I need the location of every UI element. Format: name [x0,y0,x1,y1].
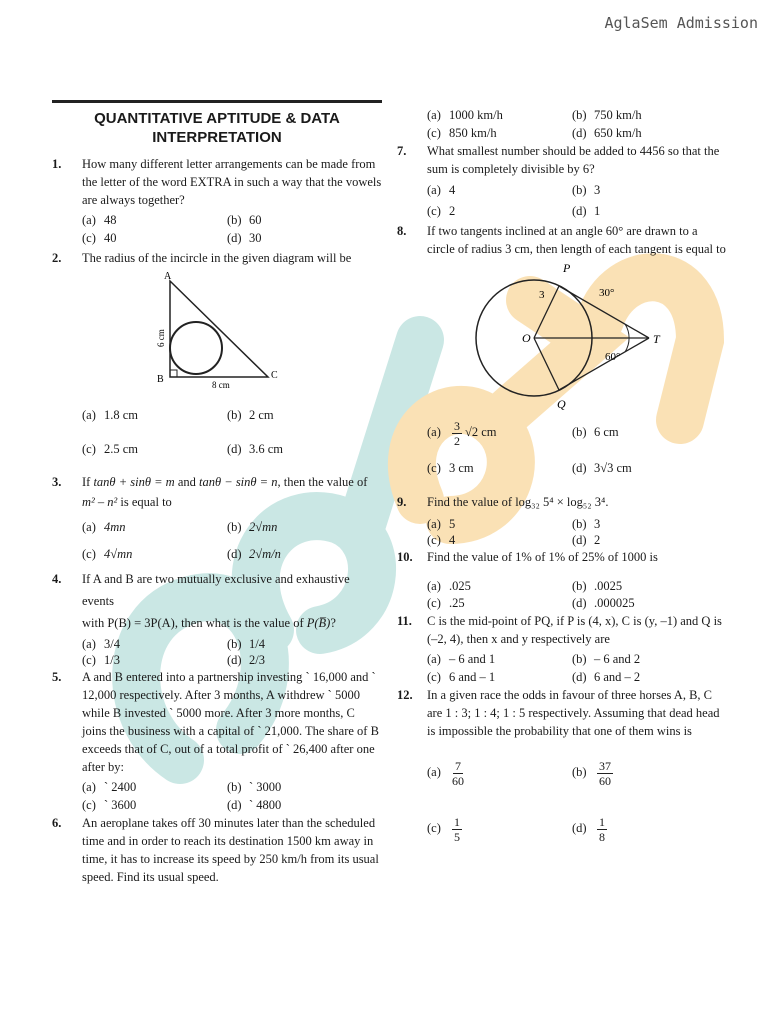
option-b: (b) .0025 [572,579,623,593]
option-b: (b) 60 [227,213,262,227]
option-a: (a) 3/4 [82,637,120,651]
option-b: (b) – 6 and 2 [572,652,641,666]
option-c: (c) $\frac{1}{5}$ [427,814,460,844]
options-8 [427,414,727,486]
option-a: (a) $\frac{7}{60}$ [427,758,464,788]
option-c: (c) 2 [427,204,456,218]
options-4 [82,636,382,668]
question-2: 2. The radius of the incircle in the given diagram will be [52,251,352,265]
option-b: (b) 750 km/h [572,108,642,122]
question-6: 6. An aeroplane takes off 30 minutes later than the scheduled time and in order to reach its destination 1500 km away in time, it has to increase its speed by 250 km/h from its usual speed. Find its usual speed. [52,816,379,884]
side-label-horizontal: 8 cm [212,380,230,390]
option-c: (c) ` 3600 [82,798,137,812]
option-c: (c) 6 and – 1 [427,670,496,684]
option-c: (c) 4 [427,533,456,547]
option-d: (d) 2/3 [227,653,265,667]
question-4: 4. If A and B are two mutually exclusive and exhaustive events with P(B) = 3P(A), then what is the value of P(B̅)? [52,572,350,630]
options-7 [427,180,727,222]
question-10: 10. Find the value of 1% of 1% of 25% of 1000 is [397,550,658,564]
option-d: (d) 3.6 cm [227,442,284,456]
question-11: 11. C is the mid-point of PQ, if P is (4, x), C is (y, –1) and Q is (–2, 4), then x and y respectively are [397,614,722,646]
question-5: 5. A and B entered into a partnership investing ` 16,000 and ` 12,000 respectively. After 3 months, A withdrew ` 5000 while B invested ` 5000 more. After 3 more months, C joins the business with a capital of ` 21,000. The share of B exceeds that of C, out of a total profit of ` 26,400 after one after by: [52,670,379,774]
option-a: (a) .025 [427,579,471,593]
option-a: (a) 4mn [82,520,126,534]
point-q: Q [557,397,566,410]
option-c: (c) 4√mn [82,547,133,561]
option-d: (d) 30 [227,231,262,245]
option-b: (b) ` 3000 [227,780,282,794]
option-c: (c) 40 [82,231,117,245]
angle-label-30: 30° [599,287,615,299]
option-a: (a) 1.8 cm [82,408,139,422]
question-3: 3. If tanθ + sinθ = m and tanθ − sinθ = n, then the value of m² – n² is equal to [52,475,368,509]
question-1: 1. How many different letter arrangements can be made from the letter of the word EXTRA in such a way that the vowels are always together? [52,157,382,207]
radius-label: 3 [539,289,545,301]
section-rule [52,100,382,103]
vertex-b: B [157,374,164,385]
options-9 [427,516,727,548]
option-c: (c) 3 cm [427,461,474,475]
option-d: (d) .000025 [572,596,635,610]
options-11 [427,650,727,686]
option-b: (b) 6 cm [572,425,619,439]
side-label-vertical: 6 cm [156,329,166,347]
option-a: (a) – 6 and 1 [427,652,496,666]
question-12: 12. In a given race the odds in favour of three horses A, B, C are 1 : 3; 1 : 4; 1 : 5 respectively. Assuming that dead head is impossible the probability that one of them wins is [397,688,720,738]
option-a: (a) 4 [427,183,456,197]
options-2 [82,398,382,466]
question-8: 8. If two tangents inclined at an angle 60° are drawn to a circle of radius 3 cm, then length of each tangent is equal to [397,224,726,256]
option-c: (c) 850 km/h [427,126,497,140]
option-c: (c) 1/3 [82,653,120,667]
option-a: (a) 5 [427,517,456,531]
options-10 [427,578,727,612]
question-9: 9. Find the value of log₃₂ 5⁴ × log₅₂ 3⁴. [397,495,609,509]
option-c: (c) .25 [427,596,465,610]
option-d: (d) 3√3 cm [572,461,632,475]
brand-header: AglaSem Admission [604,14,758,32]
options-1 [82,211,382,247]
option-d: (d) 1 [572,204,601,218]
section-title: QUANTITATIVE APTITUDE & DATA INTERPRETATION [94,110,340,146]
option-b: (b) 2√mn [227,520,278,534]
tangent-circle-figure [397,260,727,410]
option-d: (d) 2 [572,533,601,547]
option-d: (d) 2√m/n [227,547,281,561]
option-d: (d) 650 km/h [572,126,642,140]
option-b: (b) 3 [572,183,601,197]
option-a: (a) ` 2400 [82,780,137,794]
point-t: T [653,332,660,346]
option-b: (b) $\frac{37}{60}$ [572,758,611,788]
question-7: 7. What smallest number should be added to 4456 so that the sum is completely divisible by 6? [397,144,720,176]
option-a: (a) $\frac{3}{2}$ √2 cm [427,418,497,448]
vertex-c: C [271,370,278,381]
option-b: (b) 1/4 [227,637,265,651]
angle-label-60: 60° [605,351,621,363]
triangle-incircle-figure [52,269,382,394]
options-12 [427,744,727,856]
options-5 [82,778,382,814]
option-a: (a) 1000 km/h [427,108,503,122]
option-b: (b) 3 [572,517,601,531]
option-d: (d) 6 and – 2 [572,670,641,684]
option-b: (b) 2 cm [227,408,274,422]
point-o: O [522,331,531,345]
options-3 [82,514,382,568]
point-p: P [563,261,571,275]
vertex-a: A [164,271,172,282]
options-6 [427,106,727,142]
option-c: (c) 2.5 cm [82,442,139,456]
option-d: (d) $\frac{1}{8}$ [572,814,605,844]
option-a: (a) 48 [82,213,117,227]
option-d: (d) ` 4800 [227,798,282,812]
